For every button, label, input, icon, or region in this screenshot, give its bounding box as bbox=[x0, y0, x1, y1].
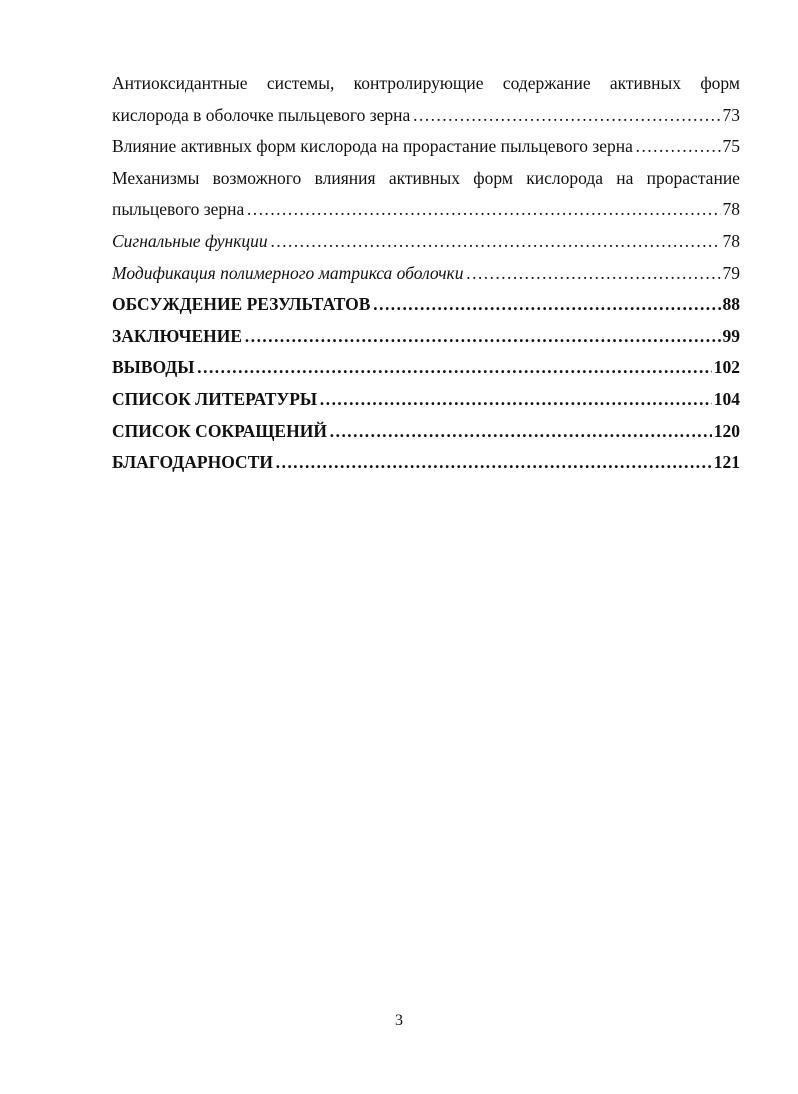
toc-entry-signal-functions[interactable] bbox=[112, 226, 740, 258]
toc-entry-antioxidant-systems[interactable] bbox=[112, 100, 740, 132]
toc-entry-references[interactable] bbox=[112, 384, 740, 416]
toc-word: влияния bbox=[314, 167, 376, 188]
toc-word: контролирующие bbox=[353, 73, 484, 93]
toc-entry-findings[interactable] bbox=[112, 352, 740, 384]
toc-word: кислорода bbox=[526, 167, 603, 188]
toc-entry-title: ЗАКЛЮЧЕНИЕ bbox=[112, 325, 243, 346]
table-of-contents bbox=[112, 68, 740, 479]
dot-leader bbox=[466, 258, 721, 290]
toc-word: системы, bbox=[266, 73, 335, 93]
toc-entry-page: 88 bbox=[722, 294, 740, 315]
toc-word: содержание bbox=[502, 73, 591, 93]
toc-entry-page: 79 bbox=[722, 262, 740, 283]
toc-word: Механизмы bbox=[112, 167, 200, 188]
toc-entry-title: Влияние активных форм кислорода на прорастание пыльцевого зерна bbox=[112, 136, 633, 157]
page-number: 3 bbox=[395, 1012, 403, 1029]
toc-entry-mechanisms[interactable] bbox=[112, 194, 740, 226]
toc-word: активных bbox=[609, 73, 682, 93]
toc-word: возможного bbox=[212, 167, 302, 188]
toc-entry-title: ОБСУЖДЕНИЕ РЕЗУЛЬТАТОВ bbox=[112, 294, 371, 315]
toc-entry-acknowledgements[interactable] bbox=[112, 447, 740, 479]
toc-entry-title: Модификация полимерного матрикса оболочки bbox=[112, 262, 464, 283]
toc-word: прорастание bbox=[646, 167, 740, 188]
toc-entry-title: Сигнальные функции bbox=[112, 230, 268, 251]
toc-entry-matrix-modification[interactable] bbox=[112, 258, 740, 290]
toc-entry-title: БЛАГОДАРНОСТИ bbox=[112, 452, 273, 473]
toc-entry-page: 75 bbox=[722, 136, 740, 157]
toc-word: форм bbox=[700, 73, 740, 93]
toc-entry-antioxidant-systems-line1 bbox=[112, 68, 740, 100]
dot-leader bbox=[244, 321, 720, 353]
toc-word: форм bbox=[473, 167, 513, 188]
toc-entry-title: СПИСОК ЛИТЕРАТУРЫ bbox=[112, 388, 318, 409]
toc-entry-title: кислорода в оболочке пыльцевого зерна bbox=[112, 104, 411, 125]
dot-leader bbox=[270, 226, 721, 258]
toc-entry-page: 121 bbox=[713, 452, 740, 473]
dot-leader bbox=[635, 131, 721, 163]
toc-entry-title: пыльцевого зерна bbox=[112, 199, 245, 220]
toc-entry-page: 104 bbox=[713, 388, 740, 409]
dot-leader bbox=[275, 447, 712, 479]
toc-entry-conclusion[interactable] bbox=[112, 321, 740, 353]
toc-entry-mechanisms-line1 bbox=[112, 163, 740, 195]
toc-entry-page: 102 bbox=[713, 357, 740, 378]
dot-leader bbox=[372, 289, 720, 321]
toc-entry-page: 78 bbox=[722, 199, 740, 220]
toc-entry-discussion[interactable] bbox=[112, 289, 740, 321]
toc-entry-abbreviations[interactable] bbox=[112, 416, 740, 448]
toc-entry-page: 120 bbox=[713, 420, 740, 441]
dot-leader bbox=[246, 194, 720, 226]
dot-leader bbox=[412, 100, 720, 132]
toc-word: активных bbox=[388, 167, 461, 188]
toc-word: Антиоксидантные bbox=[112, 73, 248, 93]
toc-entry-ros-influence[interactable] bbox=[112, 131, 740, 163]
dot-leader bbox=[329, 416, 712, 448]
dot-leader bbox=[197, 352, 712, 384]
toc-entry-title: ВЫВОДЫ bbox=[112, 357, 195, 378]
toc-entry-title: СПИСОК СОКРАЩЕНИЙ bbox=[112, 420, 327, 441]
toc-entry-page: 73 bbox=[722, 104, 740, 125]
toc-entry-page: 99 bbox=[722, 325, 740, 346]
toc-word: на bbox=[616, 167, 634, 188]
toc-entry-page: 78 bbox=[722, 230, 740, 251]
dot-leader bbox=[319, 384, 712, 416]
